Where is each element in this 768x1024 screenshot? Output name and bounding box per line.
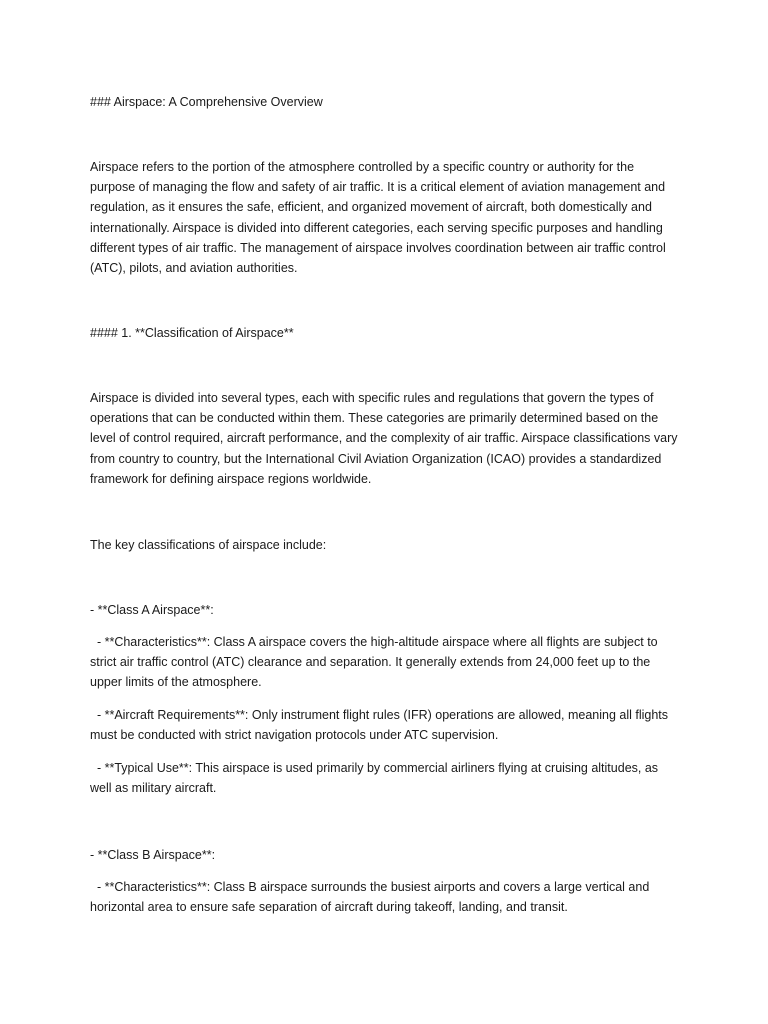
intro-paragraph: Airspace refers to the portion of the atmosphere controlled by a specific country or authority for the purpose of managing the flow and safety of air traffic. It is a critical element of aviation management and regulation, as it ensures the safe, efficient, and organized movement of aircraft, both domestically and internationally. Airspace is divided into different categories, each serving specific purposes and handling different types of air traffic. The management of airspace involves coordination between air traffic control (ATC), pilots, and aviation authorities. — [90, 160, 666, 276]
document-heading: ### Airspace: A Comprehensive Overview — [90, 95, 323, 109]
class-b-title: - **Class B Airspace**: — [90, 848, 216, 862]
class-a-typical-use: - **Typical Use**: This airspace is used primarily by commercial airliners flying at cruising altitudes, as well as military aircraft. — [90, 761, 662, 796]
class-b-characteristics: - **Characteristics**: Class B airspace surrounds the busiest airports and covers a large vertical and horizontal area to ensure safe separation of aircraft during takeoff, landing, and transit. — [90, 880, 653, 915]
class-a-characteristics: - **Characteristics**: Class A airspace covers the high-altitude airspace where all flights are subject to strict air traffic control (ATC) clearance and separation. It generally extends from 24,000 feet up to the upper limits of the atmosphere. — [90, 635, 662, 690]
section-1-heading: #### 1. **Classification of Airspace** — [90, 326, 294, 340]
key-classifications-intro: The key classifications of airspace include: — [90, 538, 327, 552]
class-a-title: - **Class A Airspace**: — [90, 603, 214, 617]
classification-paragraph: Airspace is divided into several types, each with specific rules and regulations that govern the types of operations that can be conducted within them. These categories are primarily determined based on the level of control required, aircraft performance, and the complexity of air traffic. Airspace classifications vary from country to country, but the International Civil Aviation Organization (ICAO) provides a standardized framework for defining airspace regions worldwide. — [90, 391, 678, 486]
class-a-requirements: - **Aircraft Requirements**: Only instrument flight rules (IFR) operations are allowed, meaning all flights must be conducted with strict navigation protocols under ATC supervision. — [90, 708, 672, 743]
